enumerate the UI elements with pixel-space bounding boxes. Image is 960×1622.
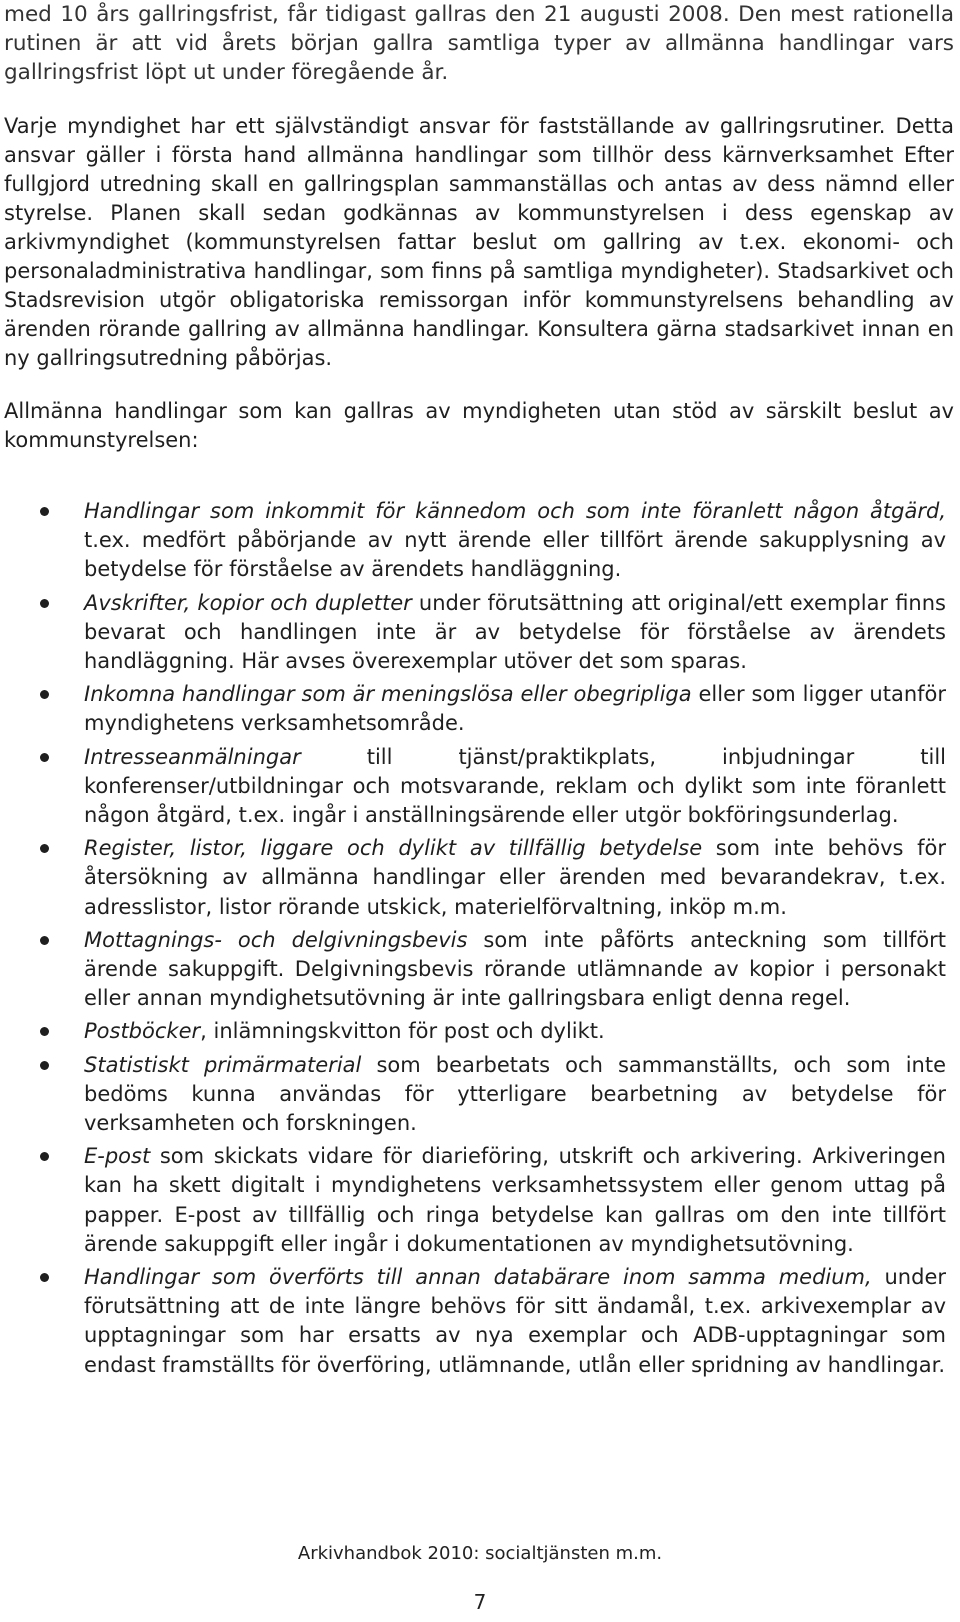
bullet-icon — [40, 599, 49, 608]
bullet-icon — [40, 936, 49, 945]
responsibility-paragraph: Varje myndighet har ett självständigt ansvar för fastställande av gallringsrutiner. Detta ansvar gäller i första hand allmänna handlingar som tillhör dess kärnverksamhet Efter fullgjord utredning skall en gallringsplan sammanställas och antas av dess nämnd eller styrelse. Planen skall sedan godkännas av kommunstyrelsen i dess egenskap av arkivmyndighet (kommunstyrelsen fattar beslut om gallring av t.ex. ekonomi- och personaladministrativa handlingar, som finns på samtliga myndigheter). Stadsarkivet och Stadsrevision utgör obligatoriska remissorgan inför kommunstyrelsens behandling av ärenden rörande gallring av allmänna handlingar. Konsultera gärna stadsarkivet innan en ny gallringsutredning påbörjas. — [4, 114, 954, 370]
page-number: 7 — [473, 1590, 487, 1614]
bullet-icon — [40, 1027, 49, 1036]
bullet-icon — [40, 690, 49, 699]
intro-paragraph: med 10 års gallringsfrist, får tidigast gallras den 21 augusti 2008. Den mest rationella rutinen är att vid årets början gallra samtliga typer av allmänna handlingar vars gallringsfrist löpt ut under föregående år. — [4, 2, 954, 85]
bullet-icon — [40, 1273, 49, 1282]
list-item: Postböcker, inlämningskvitton för post och dylikt. — [0, 1017, 960, 1046]
list-item: E-post som skickats vidare för diarieföring, utskrift och arkivering. Arkiveringen kan ha skett digitalt i myndighetens verksamhetssystem eller genom uttag på papper. E-post av tillfällig och ringa betydelse kan gallras om den inte tillfört ärende sakuppgift eller ingår i dokumentationen av myndighetsutövning. — [0, 1142, 960, 1259]
bullet-icon — [40, 844, 49, 853]
list-item: Handlingar som inkommit för kännedom och som inte föranlett någon åtgärd, t.ex. medfört påbörjande av nytt ärende eller tillfört ärende sakupplysning av betydelse för förståelse av ärendets handläggning. — [0, 497, 960, 585]
bullet-icon — [40, 507, 49, 516]
list-item: Handlingar som överförts till annan databärare inom samma medium, under förutsättning att de inte längre behövs för sitt ändamål, t.ex. arkivexemplar av upptagningar som har ersatts av nya exemplar och ADB-upptagningar som endast framställts för överföring, utlämnande, utlån eller spridning av handlingar. — [0, 1263, 960, 1380]
list-item: Register, listor, liggare och dylikt av tillfällig betydelse som inte behövs för återsökning av allmänna handlingar eller ärenden med bevarandekrav, t.ex. adresslistor, listor rörande utskick, materielförvaltning, inköp m.m. — [0, 834, 960, 922]
list-item: Avskrifter, kopior och dupletter under förutsättning att original/ett exemplar finns bevarat och handlingen inte är av betydelse för förståelse av ärendets handläggning. Här avses överexemplar utöver det som sparas. — [0, 589, 960, 677]
bullet-intro-paragraph: Allmänna handlingar som kan gallras av myndigheten utan stöd av särskilt beslut av kommunstyrelsen: — [4, 399, 954, 452]
gallring-list — [0, 497, 960, 1384]
bullet-icon — [40, 753, 49, 762]
bullet-icon — [40, 1061, 49, 1070]
bullet-icon — [40, 1152, 49, 1161]
list-item: Statistiskt primärmaterial som bearbetats och sammanställts, och som inte bedöms kunna användas för ytterligare bearbetning av betydelse för verksamheten och forskningen. — [0, 1051, 960, 1139]
list-item: Mottagnings- och delgivningsbevis som inte påförts anteckning som tillfört ärende sakuppgift. Delgivningsbevis rörande utlämnande av kopior i personakt eller annan myndighetsutövning är inte gallringsbara enligt denna regel. — [0, 926, 960, 1014]
list-item: Inkomna handlingar som är meningslösa eller obegripliga eller som ligger utanför myndighetens verksamhetsområde. — [0, 680, 960, 738]
list-item: Intresseanmälningar till tjänst/praktikplats, inbjudningar till konferenser/utbildningar och motsvarande, reklam och dylikt som inte föranlett någon åtgärd, t.ex. ingår i anställningsärende eller utgör bokföringsunderlag. — [0, 743, 960, 831]
footer-source: Arkivhandbok 2010: socialtjänsten m.m. — [297, 1543, 663, 1564]
